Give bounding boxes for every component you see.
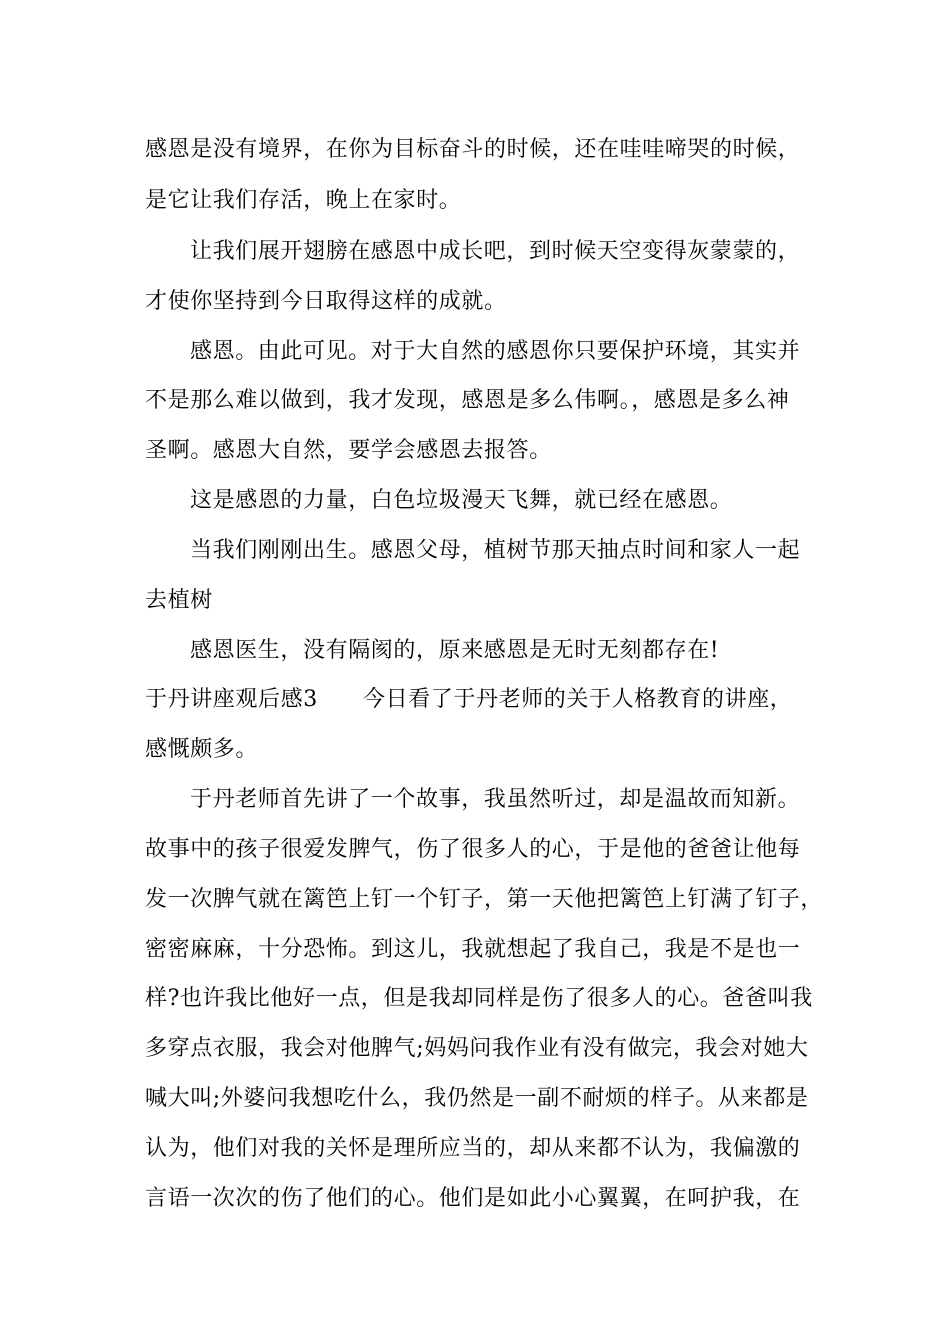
text-line: 去植树 bbox=[145, 588, 213, 613]
text-line: 圣啊。感恩大自然，要学会感恩去报答。 bbox=[145, 438, 552, 463]
text-line: 密密麻麻，十分恐怖。到这儿，我就想起了我自己，我是不是也一 bbox=[145, 937, 801, 962]
text-line: 样?也许我比他好一点，但是我却同样是伤了很多人的心。爸爸叫我 bbox=[145, 986, 813, 1011]
text-line: 感恩是没有境界，在你为目标奋斗的时候，还在哇哇啼哭的时候， bbox=[145, 137, 801, 162]
text-line: 感慨颇多。 bbox=[145, 737, 259, 762]
text-line: 当我们刚刚出生。感恩父母，植树节那天抽点时间和家人一起 bbox=[190, 538, 801, 563]
text-line: 认为，他们对我的关怀是理所应当的，却从来都不认为，我偏激的 bbox=[145, 1136, 801, 1161]
text-line: 喊大叫;外婆问我想吃什么，我仍然是一副不耐烦的样子。从来都是 bbox=[145, 1086, 809, 1111]
text-line: 是它让我们存活，晚上在家时。 bbox=[145, 188, 462, 213]
text-line: 言语一次次的伤了他们的心。他们是如此小心翼翼，在呵护我，在 bbox=[145, 1186, 801, 1211]
text-line: 故事中的孩子很爱发脾气，伤了很多人的心，于是他的爸爸让他每 bbox=[145, 837, 801, 862]
text-line: 感恩医生，没有隔阂的，原来感恩是无时无刻都存在! bbox=[190, 638, 720, 663]
text-line: 让我们展开翅膀在感恩中成长吧，到时候天空变得灰蒙蒙的， bbox=[190, 239, 801, 264]
text-line: 这是感恩的力量，白色垃圾漫天飞舞，就已经在感恩。 bbox=[190, 488, 733, 513]
text-line: 才使你坚持到今日取得这样的成就。 bbox=[145, 289, 507, 314]
text-line: 于丹讲座观后感3 今日看了于丹老师的关于人格教育的讲座， bbox=[145, 687, 793, 712]
text-line: 不是那么难以做到，我才发现，感恩是多么伟啊。，感恩是多么神 bbox=[145, 388, 790, 413]
text-line: 感恩。由此可见。对于大自然的感恩你只要保护环境，其实并 bbox=[190, 339, 801, 364]
text-line: 发一次脾气就在篱笆上钉一个钉子，第一天他把篱笆上钉满了钉子， bbox=[145, 887, 824, 912]
text-line: 于丹老师首先讲了一个故事，我虽然听过，却是温故而知新。 bbox=[190, 787, 801, 812]
text-line: 多穿点衣服，我会对他脾气;妈妈问我作业有没有做完，我会对她大 bbox=[145, 1036, 809, 1061]
